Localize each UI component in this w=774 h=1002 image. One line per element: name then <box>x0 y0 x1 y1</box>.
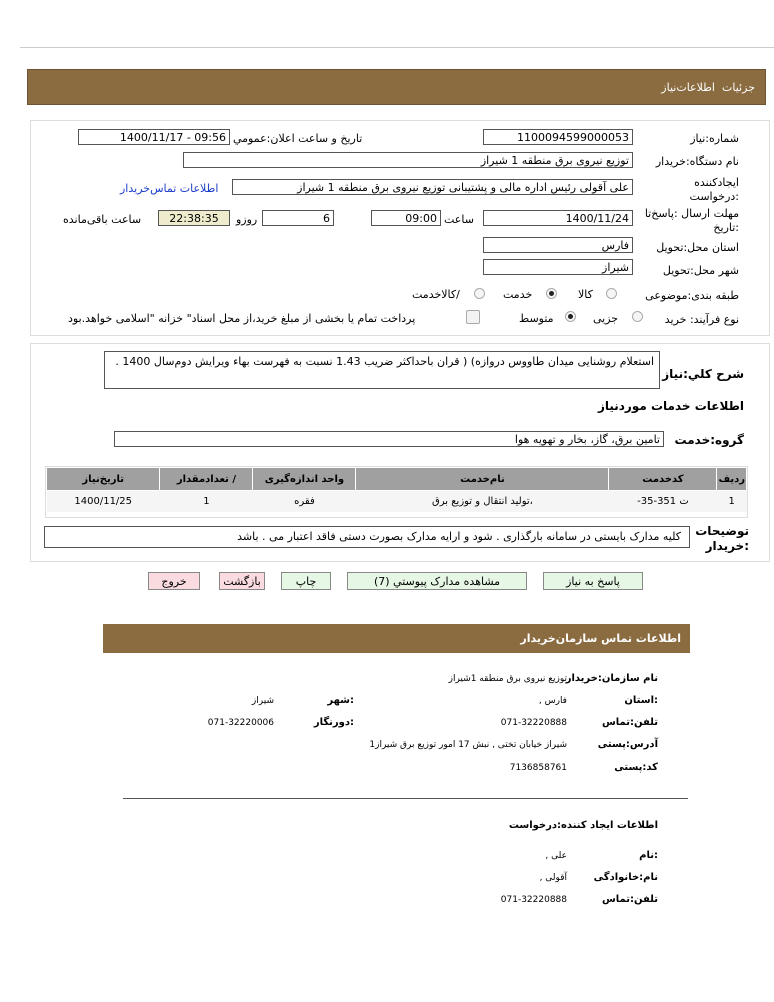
description-label: شرح کلي:نیاز <box>662 367 744 381</box>
process-radio-minor[interactable] <box>632 311 643 322</box>
deadline-label-2: :تاریخ <box>713 221 739 234</box>
buyer-contact-title: اطلاعات تماس سازمان‌خریدار <box>520 632 681 645</box>
buyer-org-label: نام دستگاه:خریدار <box>655 155 739 168</box>
province-label-contact: :استان <box>624 695 658 706</box>
col-code: کدخدمت <box>609 468 717 491</box>
process-radio-medium[interactable] <box>565 311 576 322</box>
phone-label: تلفن:تماس <box>601 717 658 728</box>
view-documents-button[interactable]: مشاهده مدارک پیوستي (7) <box>347 572 527 590</box>
fax-label: :دورنگار <box>313 717 354 728</box>
creator-label-2: :درخواست <box>689 190 739 203</box>
treasury-payment-checkbox[interactable] <box>466 310 480 324</box>
cell-unit: فقره <box>253 491 356 513</box>
col-unit: واحد اندازه‌گیری <box>253 468 356 491</box>
city-field: شیراز <box>483 259 633 275</box>
postal-label: کد:پستی <box>614 762 658 773</box>
top-divider <box>20 47 774 48</box>
phone-value: 071-32220888 <box>500 718 567 728</box>
table-row <box>47 491 747 513</box>
org-value: توزیع نیروی برق منطقه 1شیراز <box>448 674 567 684</box>
address-value: شیراز خیابان تختی , نبش 17 امور توزیع برق شیراز1 <box>369 740 567 750</box>
reply-button[interactable]: پاسخ به نیاز <box>543 572 643 590</box>
address-label: آدرس:پستی <box>597 739 658 750</box>
name-label: :نام <box>639 850 658 861</box>
services-title: اطلاعات خدمات موردنیاز <box>597 399 744 413</box>
deadline-time-field: 09:00 <box>371 210 441 226</box>
creator-phone-value: 071-32220888 <box>500 895 567 905</box>
city-value: شیراز <box>251 696 274 706</box>
fax-value: 071-32220006 <box>207 718 274 728</box>
process-label: نوع فرآیند: خرید <box>664 313 739 326</box>
description-field: استعلام روشنایی میدان طاووس دروازه) ( قران باحداکثر ضریب 1.43 نسبت به فهرست بهاء ویرایش دوم‌سال 1400 . <box>104 351 660 389</box>
category-radio-both[interactable] <box>474 288 485 299</box>
print-button[interactable]: چاپ <box>281 572 331 590</box>
deadline-label: مهلت ارسال :پاسخ‌تا <box>644 207 739 220</box>
days-label: روزو <box>236 213 258 226</box>
cell-code: ت 351-35- <box>609 491 717 513</box>
remaining-time: 22:38:35 <box>158 210 230 226</box>
family-value: آقولی , <box>539 873 567 883</box>
city-label: شهر محل:تحویل <box>662 264 739 277</box>
buyer-org-field: توزیع نیروی برق منطقه 1 شیراز <box>183 152 633 168</box>
days-field: 6 <box>262 210 334 226</box>
notes-label: توضیحات <box>695 524 749 538</box>
back-button[interactable]: بازگشت <box>219 572 265 590</box>
category-service-label: خدمت <box>503 288 533 301</box>
page-header <box>27 69 766 105</box>
deadline-date-field: 1400/11/24 <box>483 210 633 226</box>
creator-field: علی آقولی رئیس اداره مالی و پشتیبانی توزیع نیروی برق منطقه 1 شیراز <box>232 179 633 195</box>
remaining-label: ساعت باقی‌مانده <box>63 213 142 226</box>
cell-row: 1 <box>717 491 747 513</box>
category-radio-goods[interactable] <box>606 288 617 299</box>
cell-date: 1400/11/25 <box>47 491 160 513</box>
buyer-notes-field: کلیه مدارک بایستی در سامانه بارگذاری . شود و ارایه مدارک بصورت دستی فاقد اعتبار می . باشد <box>44 526 690 548</box>
category-goods-label: کالا <box>578 288 593 301</box>
table-header-row <box>47 468 747 491</box>
family-label: نام:خانوادگی <box>593 872 658 883</box>
col-row: ردیف <box>717 468 747 491</box>
category-label: طبقه بندی:موضوعی <box>645 289 739 302</box>
buyer-contact-header <box>103 624 690 653</box>
org-label: نام سازمان:خریدار <box>565 673 658 684</box>
cell-name: ،تولید انتقال و توزیع برق <box>356 491 609 513</box>
creator-info-title: اطلاعات ایجاد کننده:درخواست <box>508 820 658 831</box>
province-field: فارس <box>483 237 633 253</box>
service-group-field: تامین برق، گاز، بخار و تهویه هوا <box>114 431 664 447</box>
process-minor-label: جزیی <box>593 312 619 325</box>
notes-label-2: :خریدار <box>705 539 749 553</box>
province-label: استان محل:تحویل <box>656 241 739 254</box>
treasury-payment-note: پرداخت تمام یا بخشی از مبلغ خرید،از محل اسناد" خزانه "اسلامی خواهد.بود <box>68 312 416 325</box>
services-table <box>46 467 747 512</box>
category-both-label: /کالاخدمت <box>412 288 460 301</box>
section-divider <box>123 798 688 799</box>
tab-need-info[interactable]: اطلاعات‌نیاز <box>661 81 715 94</box>
process-medium-label: متوسط <box>519 312 554 325</box>
creator-label: ایجادکننده <box>694 176 739 189</box>
category-radio-service[interactable] <box>546 288 557 299</box>
time-label: ساعت <box>444 213 474 226</box>
announce-label: تاریخ و ساعت اعلان:عمومي <box>233 132 363 145</box>
service-group-label: گروه:خدمت <box>674 433 744 447</box>
name-value: علی , <box>545 851 567 861</box>
buyer-contact-link[interactable]: اطلاعات تماس‌خریدار <box>120 182 219 195</box>
need-number-label: شماره:نیاز <box>690 132 739 145</box>
col-qty: / تعدادمقدار <box>160 468 253 491</box>
city-label-contact: :شهر <box>327 695 354 706</box>
need-number-field: 1100094599000053 <box>483 129 633 145</box>
cell-qty: 1 <box>160 491 253 513</box>
announce-field: 1400/11/17 - 09:56 <box>78 129 230 145</box>
services-table-wrap <box>45 466 748 518</box>
col-name: نام‌خدمت <box>356 468 609 491</box>
postal-value: 7136858761 <box>509 763 567 773</box>
tab-details[interactable]: جزئیات <box>722 81 755 94</box>
creator-phone-label: تلفن:تماس <box>601 894 658 905</box>
col-date: تاریخ‌نیاز <box>47 468 160 491</box>
exit-button[interactable]: خروج <box>148 572 200 590</box>
province-value: فارس , <box>538 696 567 706</box>
